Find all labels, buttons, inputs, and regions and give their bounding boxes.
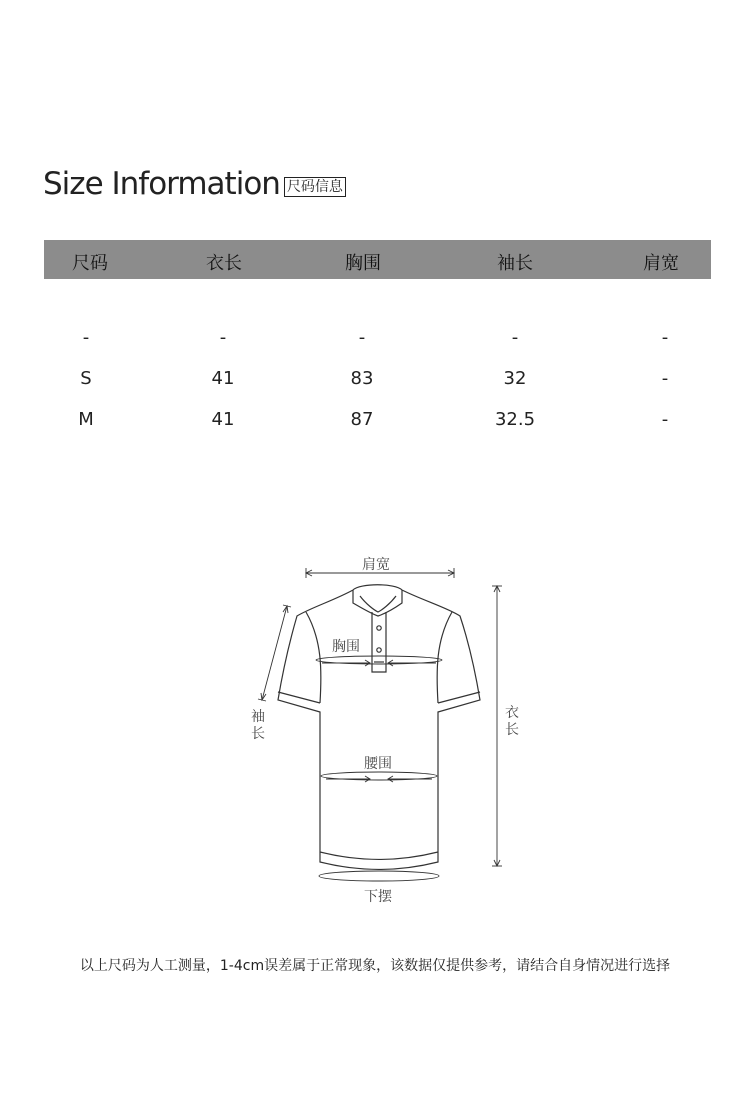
table-cell: - <box>661 409 669 430</box>
table-cell: 41 <box>211 368 235 389</box>
table-cell: - <box>358 327 366 348</box>
section-title <box>43 166 346 202</box>
title-chinese: 尺码信息 <box>284 177 346 197</box>
header-sleeve: 袖长 <box>497 253 533 274</box>
label-hem: 下摆 <box>364 889 392 905</box>
table-header <box>44 240 711 279</box>
header-chest: 胸围 <box>345 253 381 274</box>
table-cell: 83 <box>350 368 374 389</box>
table-cell: - <box>661 327 669 348</box>
header-size: 尺码 <box>72 253 108 274</box>
label-sleeve-1: 袖 <box>251 709 265 725</box>
table-cell: 87 <box>350 409 374 430</box>
table-row <box>44 358 711 399</box>
title-english: Size Information <box>43 166 280 202</box>
label-waist: 腰围 <box>364 756 392 772</box>
table-cell: - <box>219 327 227 348</box>
header-length: 衣长 <box>206 253 242 274</box>
table-cell: - <box>661 368 669 389</box>
table-row <box>44 399 711 440</box>
measurement-diagram <box>0 540 750 920</box>
table-row <box>44 317 711 358</box>
table-cell: 32.5 <box>494 409 536 430</box>
polo-shirt-illustration <box>0 540 750 920</box>
size-table <box>44 240 711 440</box>
label-chest: 胸围 <box>332 639 360 655</box>
table-cell: 32 <box>503 368 527 389</box>
label-length-2: 长 <box>505 722 519 738</box>
label-sleeve-2: 长 <box>251 726 265 742</box>
label-length-1: 衣 <box>505 705 519 721</box>
label-shoulder: 肩宽 <box>362 557 390 573</box>
table-cell: S <box>80 368 92 389</box>
header-shoulder: 肩宽 <box>643 253 679 274</box>
table-cell: 41 <box>211 409 235 430</box>
table-cell: M <box>78 409 94 430</box>
table-cell: - <box>511 327 519 348</box>
table-cell: - <box>82 327 90 348</box>
measurement-note: 以上尺码为人工测量，1-4cm误差属于正常现象，该数据仅提供参考，请结合自身情况进行选择 <box>79 958 671 974</box>
